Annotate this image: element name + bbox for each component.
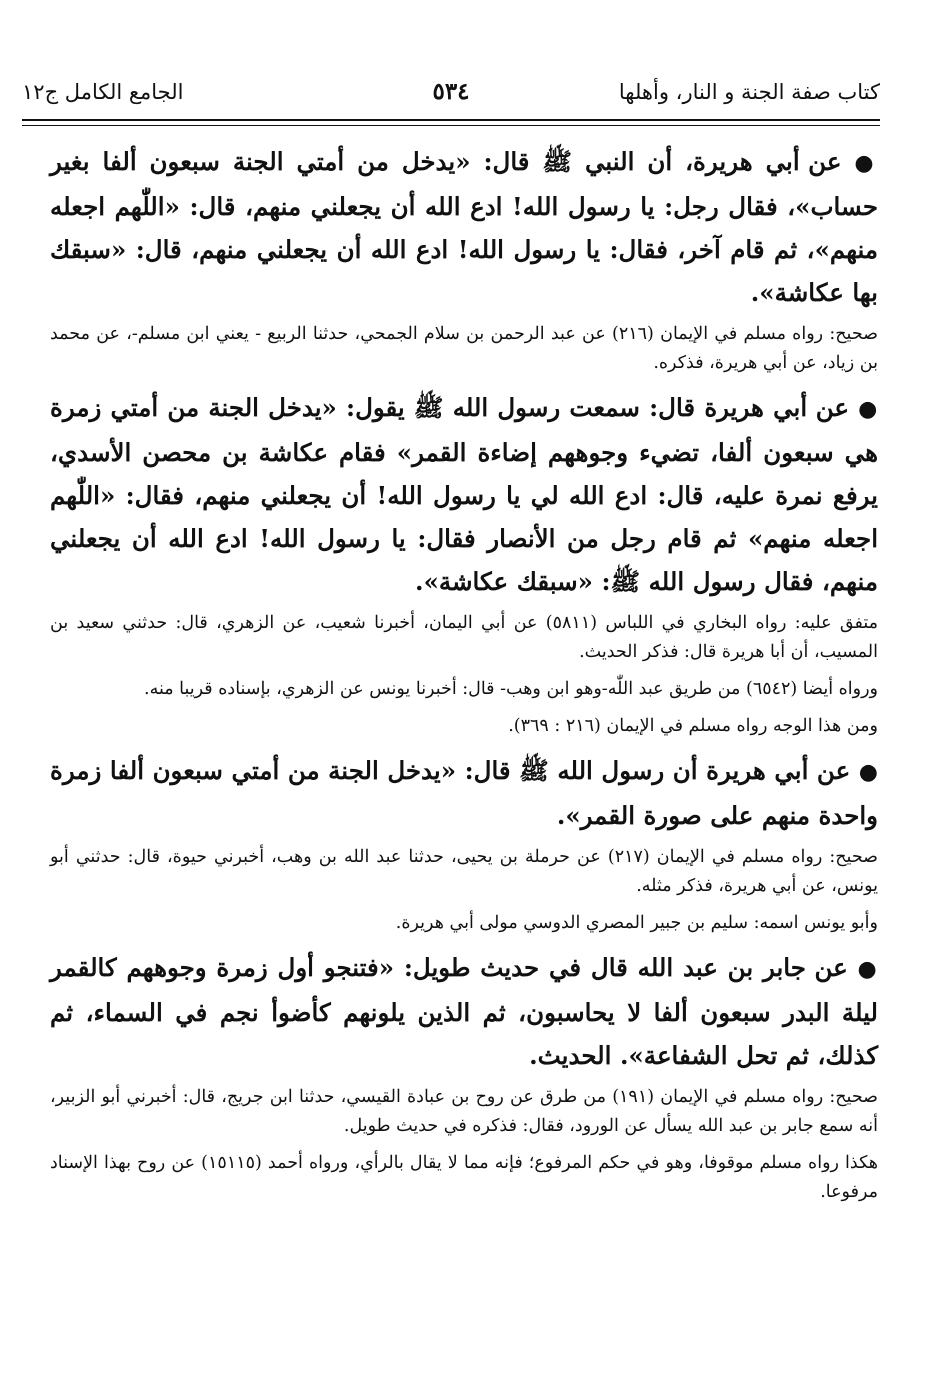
hadith-text: عن أبي هريرة قال: سمعت رسول الله ﷺ يقول: «يدخل الجنة من أمتي زمرة هي سبعون ألفا، تضيء وجوههم إضاءة القمر» فقام عكاشة بن محصن الأسدي، يرفع نمرة عليه، قال: ادع الله لي يا رسول الله! أن يجعلني منهم، فقال: «اللّٰهم اجعله منهم» ثم قام رجل من الأنصار فقال: يا رسول الله! ادع الله أن يجعلني منهم، فقال رسول الله ﷺ: «سبقك عكاشة». <box>50 393 878 596</box>
takhrij-note: صحيح: رواه مسلم في الإيمان (١٩١) من طرق عن روح بن عبادة القيسي، حدثنا ابن جريج، قال: أخبرني أبو الزبير، أنه سمع جابر بن عبد الله يسأل عن الورود، فقال: فذكره في حديث طويل. <box>50 1087 878 1136</box>
header-volume: الجامع الكامل ج١٢ <box>22 80 184 104</box>
page-body <box>50 140 878 1215</box>
hadith-paragraph <box>50 749 878 837</box>
hadith-text: عن جابر بن عبد الله قال في حديث طويل: «فتنجو أول زمرة وجوههم كالقمر ليلة البدر سبعون ألفا لا يحاسبون، ثم الذين يلونهم كأضوأ نجم في السماء، ثم كذلك، ثم تحل الشفاعة». الحديث. <box>50 953 878 1070</box>
header-book-title: كتاب صفة الجنة و النار، وأهلها <box>618 80 880 104</box>
header-rule-thin <box>22 125 880 126</box>
hadith-paragraph <box>50 140 878 314</box>
page-number: ٥٣٤ <box>432 78 470 105</box>
takhrij-note: ومن هذا الوجه رواه مسلم في الإيمان (٢١٦ : ٣٦٩). <box>508 716 878 736</box>
bullet-icon: ● <box>858 396 879 422</box>
bullet-icon: ● <box>854 150 878 176</box>
hadith-text: عن أبي هريرة أن رسول الله ﷺ قال: «يدخل الجنة من أمتي سبعون ألفا زمرة واحدة منهم على صورة القمر». <box>50 756 878 830</box>
takhrij-note: وأبو يونس اسمه: سليم بن جبير المصري الدوسي مولى أبي هريرة. <box>395 913 878 933</box>
takhrij-note: صحيح: رواه مسلم في الإيمان (٢١٦) عن عبد الرحمن بن سلام الجمحي، حدثنا الربيع - يعني ابن مسلم-، عن محمد بن زياد، عن أبي هريرة، فذكره. <box>50 324 878 373</box>
hadith-paragraph <box>50 946 878 1077</box>
takhrij-note: متفق عليه: رواه البخاري في اللباس (٥٨١١) عن أبي اليمان، أخبرنا شعيب، عن الزهري، قال: حدثني سعيد بن المسيب، أن أبا هريرة قال: فذكر الحديث. <box>50 613 879 662</box>
takhrij-note: هكذا رواه مسلم موقوفا، وهو في حكم المرفوع؛ فإنه مما لا يقال بالرأي، ورواه أحمد (١٥١١٥) عن روح بهذا الإسناد مرفوعا. <box>50 1153 878 1202</box>
bullet-icon: ● <box>858 759 879 785</box>
bullet-icon: ● <box>857 956 879 982</box>
hadith-paragraph <box>50 386 878 603</box>
takhrij-note: صحيح: رواه مسلم في الإيمان (٢١٧) عن حرملة بن يحيى، حدثنا عبد الله بن وهب، أخبرني حيوة، قال: حدثني أبو يونس، عن أبي هريرة، فذكر مثله. <box>50 847 878 896</box>
hadith-text: عن أبي هريرة، أن النبي ﷺ قال: «يدخل من أمتي الجنة سبعون ألفا بغير حساب»، فقال رجل: يا رسول الله! ادع الله أن يجعلني منهم، قال: «اللّٰهم اجعله منهم»، ثم قام آخر، فقال: يا رسول الله! ادع الله أن يجعلني منهم، قال: «سبقك بها عكاشة». <box>50 147 878 307</box>
header-rule-thick <box>22 119 880 121</box>
running-header <box>22 72 880 112</box>
takhrij-note: ورواه أيضا (٦٥٤٢) من طريق عبد اللّٰه-وهو ابن وهب- قال: أخبرنا يونس عن الزهري، بإسناده قريبا منه. <box>144 679 878 699</box>
